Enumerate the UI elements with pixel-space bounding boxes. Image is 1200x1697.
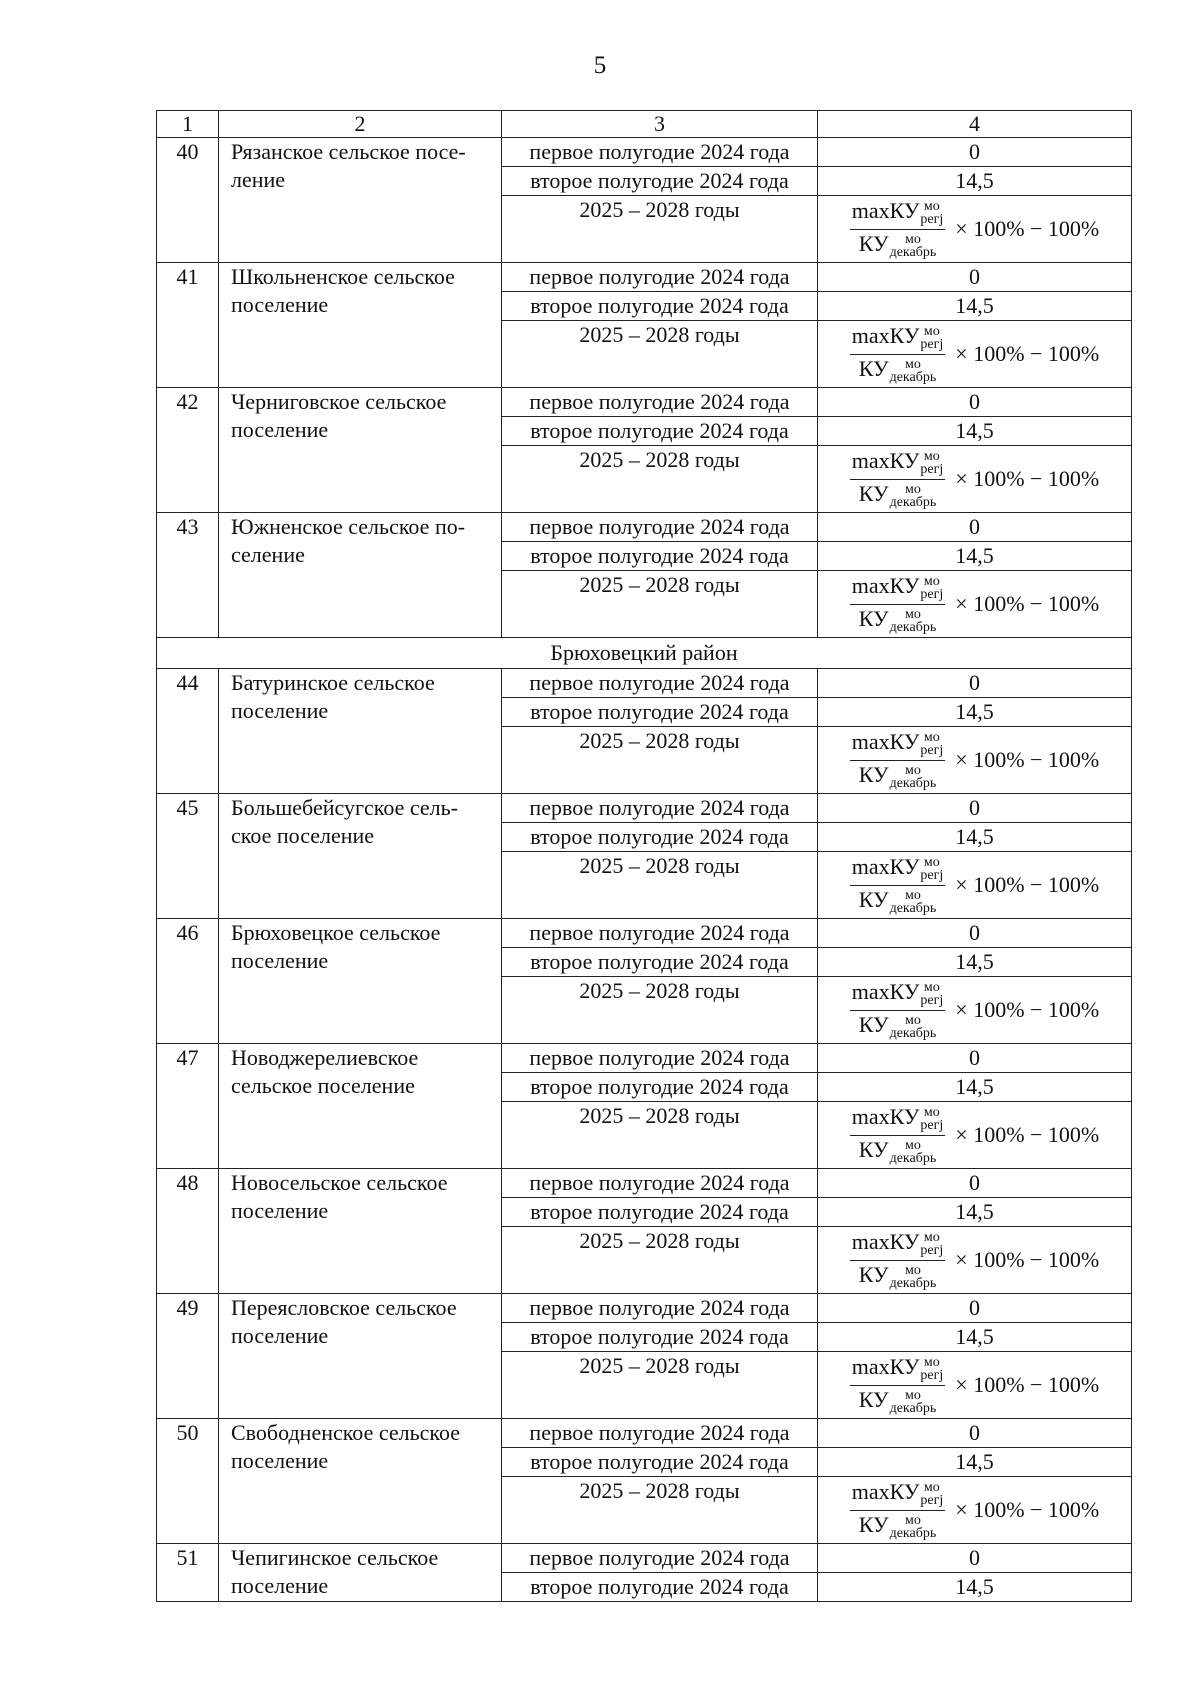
period-first-half: первое полугодие 2024 года (502, 1544, 818, 1573)
period-second-half: второе полугодие 2024 года (502, 542, 818, 571)
period-second-half: второе полугодие 2024 года (502, 1573, 818, 1602)
value-second-half: 14,5 (818, 1573, 1132, 1602)
value-first-half: 0 (818, 1544, 1132, 1573)
formula-den-sub: декабрь (889, 1400, 937, 1416)
formula-num-main: maxКУ (851, 853, 920, 879)
formula-den-sub: декабрь (889, 1150, 937, 1166)
formula-numerator (850, 447, 946, 480)
formula-denominator (857, 1511, 938, 1540)
formula-fraction (850, 978, 946, 1041)
formula-denominator (857, 886, 938, 915)
formula-den-sup: мо (904, 1387, 921, 1403)
value-first-half: 0 (818, 1044, 1132, 1073)
value-first-half: 0 (818, 513, 1132, 542)
formula-den-sub: декабрь (889, 369, 937, 385)
period-second-half: второе полугодие 2024 года (502, 1073, 818, 1102)
formula-fraction (850, 853, 946, 916)
period-second-half: второе полугодие 2024 года (502, 698, 818, 727)
table-row (157, 388, 1132, 417)
formula-num-sup: мо (923, 729, 940, 745)
formula-num-sub: регj (920, 586, 944, 602)
period-first-half: первое полугодие 2024 года (502, 1044, 818, 1073)
settlement-name: Новоджерелиевское сельское поселение (219, 1044, 502, 1169)
formula-tail: × 100% − 100% (955, 1497, 1100, 1522)
period-first-half: первое полугодие 2024 года (502, 794, 818, 823)
formula-fraction (850, 322, 946, 385)
formula-den-sub: декабрь (889, 619, 937, 635)
formula-den-main: КУ (858, 355, 889, 381)
period-years: 2025 – 2028 годы (502, 571, 818, 638)
formula-den-main: КУ (858, 1261, 889, 1287)
period-years: 2025 – 2028 годы (502, 196, 818, 263)
value-second-half: 14,5 (818, 1198, 1132, 1227)
formula-den-sup: мо (904, 1512, 921, 1528)
formula-numerator (850, 1353, 946, 1386)
district-heading-row (157, 638, 1132, 669)
growth-formula (818, 1227, 1131, 1293)
formula-cell (818, 727, 1132, 794)
settlement-name: Школьненское сельское поселение (219, 263, 502, 388)
formula-den-sub: декабрь (889, 494, 937, 510)
formula-cell (818, 1102, 1132, 1169)
page-number: 5 (593, 52, 607, 79)
value-first-half: 0 (818, 1419, 1132, 1448)
row-number: 51 (157, 1544, 219, 1602)
formula-num-main: maxКУ (851, 447, 920, 473)
settlement-name: Южненское сельское по-селение (219, 513, 502, 638)
formula-den-sub: декабрь (889, 1025, 937, 1041)
value-first-half: 0 (818, 1169, 1132, 1198)
value-second-half: 14,5 (818, 542, 1132, 571)
formula-tail: × 100% − 100% (955, 1372, 1100, 1397)
row-number: 43 (157, 513, 219, 638)
formula-denominator (857, 355, 938, 384)
value-first-half: 0 (818, 138, 1132, 167)
formula-fraction (850, 728, 946, 791)
column-header: 4 (818, 111, 1132, 138)
formula-cell (818, 1352, 1132, 1419)
formula-cell (818, 196, 1132, 263)
growth-formula (818, 727, 1131, 793)
formula-fraction (850, 1478, 946, 1541)
period-second-half: второе полугодие 2024 года (502, 823, 818, 852)
formula-numerator (850, 978, 946, 1011)
period-years: 2025 – 2028 годы (502, 1102, 818, 1169)
formula-num-sup: мо (923, 323, 940, 339)
period-first-half: первое полугодие 2024 года (502, 388, 818, 417)
formula-den-sub: декабрь (889, 1525, 937, 1541)
formula-denominator (857, 605, 938, 634)
formula-num-sup: мо (923, 854, 940, 870)
formula-num-sup: мо (923, 448, 940, 464)
settlement-name: Большебейсугское сель-ское поселение (219, 794, 502, 919)
formula-num-sub: регj (920, 1242, 944, 1258)
value-second-half: 14,5 (818, 417, 1132, 446)
formula-num-main: maxКУ (851, 978, 920, 1004)
period-years: 2025 – 2028 годы (502, 977, 818, 1044)
formula-den-main: КУ (858, 1511, 889, 1537)
row-number: 44 (157, 669, 219, 794)
period-years: 2025 – 2028 годы (502, 1227, 818, 1294)
formula-num-main: maxКУ (851, 728, 920, 754)
period-years: 2025 – 2028 годы (502, 852, 818, 919)
district-name: Брюховецкий район (157, 638, 1132, 669)
formula-den-main: КУ (858, 761, 889, 787)
formula-den-sup: мо (904, 231, 921, 247)
settlement-name: Чепигинское сельское поселение (219, 1544, 502, 1602)
period-years: 2025 – 2028 годы (502, 321, 818, 388)
formula-cell (818, 321, 1132, 388)
formula-denominator (857, 1386, 938, 1415)
value-second-half: 14,5 (818, 167, 1132, 196)
formula-num-sup: мо (923, 979, 940, 995)
settlement-name: Батуринское сельское поселение (219, 669, 502, 794)
formula-tail: × 100% − 100% (955, 997, 1100, 1022)
growth-formula (818, 852, 1131, 918)
period-second-half: второе полугодие 2024 года (502, 1323, 818, 1352)
period-first-half: первое полугодие 2024 года (502, 513, 818, 542)
growth-formula (818, 571, 1131, 637)
table-row (157, 1544, 1132, 1573)
column-header: 2 (219, 111, 502, 138)
formula-den-sub: декабрь (889, 1275, 937, 1291)
table-row (157, 919, 1132, 948)
value-second-half: 14,5 (818, 823, 1132, 852)
value-second-half: 14,5 (818, 1448, 1132, 1477)
period-first-half: первое полугодие 2024 года (502, 919, 818, 948)
period-second-half: второе полугодие 2024 года (502, 1198, 818, 1227)
value-first-half: 0 (818, 1294, 1132, 1323)
formula-num-sub: регj (920, 742, 944, 758)
formula-cell (818, 446, 1132, 513)
value-first-half: 0 (818, 263, 1132, 292)
formula-numerator (850, 853, 946, 886)
formula-num-sub: регj (920, 1492, 944, 1508)
formula-tail: × 100% − 100% (955, 466, 1100, 491)
formula-den-main: КУ (858, 1136, 889, 1162)
formula-fraction (850, 572, 946, 635)
row-number: 45 (157, 794, 219, 919)
formula-denominator (857, 1011, 938, 1040)
formula-numerator (850, 322, 946, 355)
growth-formula (818, 977, 1131, 1043)
formula-num-main: maxКУ (851, 322, 920, 348)
formula-num-main: maxКУ (851, 197, 920, 223)
row-number: 40 (157, 138, 219, 263)
formula-den-sup: мо (904, 1137, 921, 1153)
table-row (157, 669, 1132, 698)
settlement-name: Новосельское сельское поселение (219, 1169, 502, 1294)
formula-fraction (850, 1353, 946, 1416)
formula-den-sup: мо (904, 762, 921, 778)
period-first-half: первое полугодие 2024 года (502, 1294, 818, 1323)
formula-tail: × 100% − 100% (955, 747, 1100, 772)
formula-cell (818, 1227, 1132, 1294)
formula-numerator (850, 197, 946, 230)
period-first-half: первое полугодие 2024 года (502, 263, 818, 292)
settlement-name: Свободненское сельское поселение (219, 1419, 502, 1544)
formula-fraction (850, 197, 946, 260)
formula-num-main: maxКУ (851, 1228, 920, 1254)
formula-num-sup: мо (923, 1229, 940, 1245)
formula-num-sub: регj (920, 1367, 944, 1383)
formula-fraction (850, 1103, 946, 1166)
formula-num-sup: мо (923, 573, 940, 589)
formula-den-main: КУ (858, 1386, 889, 1412)
formula-num-main: maxКУ (851, 1478, 920, 1504)
period-years: 2025 – 2028 годы (502, 727, 818, 794)
formula-fraction (850, 1228, 946, 1291)
growth-formula (818, 1352, 1131, 1418)
formula-tail: × 100% − 100% (955, 872, 1100, 897)
formula-cell (818, 852, 1132, 919)
formula-numerator (850, 1478, 946, 1511)
period-first-half: первое полугодие 2024 года (502, 1169, 818, 1198)
growth-formula (818, 196, 1131, 262)
settlement-name: Черниговское сельское поселение (219, 388, 502, 513)
value-first-half: 0 (818, 794, 1132, 823)
formula-num-main: maxКУ (851, 1103, 920, 1129)
value-second-half: 14,5 (818, 698, 1132, 727)
period-years: 2025 – 2028 годы (502, 1477, 818, 1544)
formula-tail: × 100% − 100% (955, 591, 1100, 616)
row-number: 46 (157, 919, 219, 1044)
row-number: 48 (157, 1169, 219, 1294)
value-second-half: 14,5 (818, 1323, 1132, 1352)
table-header-row (157, 111, 1132, 138)
value-second-half: 14,5 (818, 1073, 1132, 1102)
formula-num-sub: регj (920, 867, 944, 883)
formula-den-sup: мо (904, 887, 921, 903)
formula-den-main: КУ (858, 605, 889, 631)
row-number: 50 (157, 1419, 219, 1544)
formula-den-sup: мо (904, 1012, 921, 1028)
growth-formula (818, 446, 1131, 512)
row-number: 41 (157, 263, 219, 388)
formula-den-sup: мо (904, 1262, 921, 1278)
formula-tail: × 100% − 100% (955, 216, 1100, 241)
formula-num-main: maxКУ (851, 1353, 920, 1379)
formula-denominator (857, 1136, 938, 1165)
row-number: 47 (157, 1044, 219, 1169)
settlement-name: Рязанское сельское посе-ление (219, 138, 502, 263)
formula-denominator (857, 230, 938, 259)
formula-tail: × 100% − 100% (955, 1247, 1100, 1272)
value-first-half: 0 (818, 388, 1132, 417)
growth-formula (818, 1102, 1131, 1168)
row-number: 42 (157, 388, 219, 513)
period-second-half: второе полугодие 2024 года (502, 292, 818, 321)
formula-num-sub: регj (920, 1117, 944, 1133)
formula-cell (818, 571, 1132, 638)
table-row (157, 138, 1132, 167)
table-row (157, 263, 1132, 292)
period-second-half: второе полугодие 2024 года (502, 417, 818, 446)
period-first-half: первое полугодие 2024 года (502, 669, 818, 698)
value-first-half: 0 (818, 669, 1132, 698)
row-number: 49 (157, 1294, 219, 1419)
formula-num-sub: регj (920, 992, 944, 1008)
formula-numerator (850, 1103, 946, 1136)
period-second-half: второе полугодие 2024 года (502, 1448, 818, 1477)
table-row (157, 1419, 1132, 1448)
table-row (157, 1044, 1132, 1073)
column-header: 3 (502, 111, 818, 138)
table-row (157, 513, 1132, 542)
formula-numerator (850, 1228, 946, 1261)
formula-num-sup: мо (923, 1354, 940, 1370)
value-second-half: 14,5 (818, 292, 1132, 321)
formula-fraction (850, 447, 946, 510)
period-years: 2025 – 2028 годы (502, 446, 818, 513)
growth-formula (818, 321, 1131, 387)
formula-den-sub: декабрь (889, 900, 937, 916)
formula-den-sup: мо (904, 606, 921, 622)
formula-denominator (857, 480, 938, 509)
column-header: 1 (157, 111, 219, 138)
formula-num-sup: мо (923, 1104, 940, 1120)
formula-num-sub: регj (920, 336, 944, 352)
value-first-half: 0 (818, 919, 1132, 948)
formula-denominator (857, 761, 938, 790)
formula-numerator (850, 728, 946, 761)
formula-den-sub: декабрь (889, 244, 937, 260)
formula-den-sup: мо (904, 356, 921, 372)
formula-cell (818, 1477, 1132, 1544)
formula-den-main: КУ (858, 1011, 889, 1037)
value-second-half: 14,5 (818, 948, 1132, 977)
formula-num-sup: мо (923, 1479, 940, 1495)
period-first-half: первое полугодие 2024 года (502, 1419, 818, 1448)
formula-num-sub: регj (920, 211, 944, 227)
formula-den-sub: декабрь (889, 775, 937, 791)
period-years: 2025 – 2028 годы (502, 1352, 818, 1419)
period-second-half: второе полугодие 2024 года (502, 948, 818, 977)
formula-den-sup: мо (904, 481, 921, 497)
period-second-half: второе полугодие 2024 года (502, 167, 818, 196)
settlement-name: Брюховецкое сельское поселение (219, 919, 502, 1044)
table-row (157, 794, 1132, 823)
formula-denominator (857, 1261, 938, 1290)
formula-den-main: КУ (858, 480, 889, 506)
formula-num-main: maxКУ (851, 572, 920, 598)
formula-num-sup: мо (923, 198, 940, 214)
period-first-half: первое полугодие 2024 года (502, 138, 818, 167)
formula-numerator (850, 572, 946, 605)
formula-den-main: КУ (858, 886, 889, 912)
formula-tail: × 100% − 100% (955, 1122, 1100, 1147)
formula-den-main: КУ (858, 230, 889, 256)
settlement-name: Переясловское сельское поселение (219, 1294, 502, 1419)
formula-cell (818, 977, 1132, 1044)
formula-tail: × 100% − 100% (955, 341, 1100, 366)
allocation-table (156, 110, 1132, 1602)
table-row (157, 1294, 1132, 1323)
growth-formula (818, 1477, 1131, 1543)
formula-num-sub: регj (920, 461, 944, 477)
table-row (157, 1169, 1132, 1198)
